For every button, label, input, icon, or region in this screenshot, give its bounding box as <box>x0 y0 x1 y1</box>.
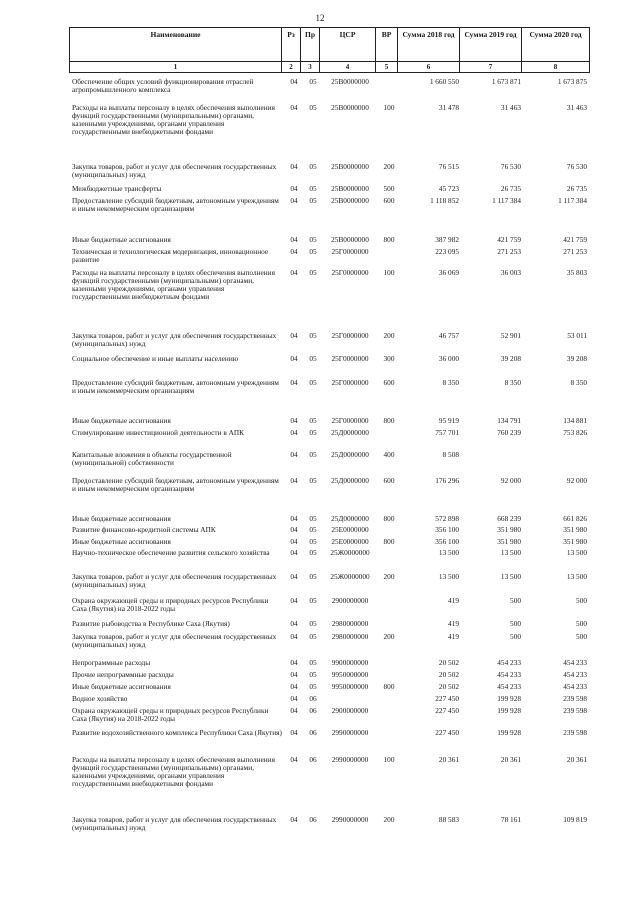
row-sum-2019: 26 735 <box>500 184 521 193</box>
row-pr: 05 <box>309 247 317 256</box>
row-sum-2019: 1 117 384 <box>492 196 521 205</box>
header-pr: Пр <box>301 28 320 62</box>
row-vr: 600 <box>383 378 395 387</box>
row-pr: 05 <box>309 235 317 244</box>
row-sum-2018: 20 502 <box>438 658 459 667</box>
row-rz: 04 <box>290 514 298 523</box>
row-sum-2020: 454 233 <box>563 670 587 679</box>
row-sum-2019: 92 000 <box>500 476 521 485</box>
row-sum-2020: 500 <box>576 632 587 641</box>
row-pr: 05 <box>309 103 317 112</box>
row-sum-2020: 351 980 <box>563 537 587 546</box>
row-sum-2019: 78 161 <box>500 815 521 824</box>
row-pr: 06 <box>309 694 317 703</box>
row-csr: 25В0000000 <box>331 103 369 112</box>
row-sum-2018: 8 350 <box>442 378 459 387</box>
row-rz: 04 <box>290 596 298 605</box>
row-rz: 04 <box>290 378 298 387</box>
row-vr: 600 <box>383 196 395 205</box>
row-rz: 04 <box>290 450 298 459</box>
row-csr: 25Г0000000 <box>331 247 369 256</box>
row-sum-2018: 31 478 <box>438 103 459 112</box>
row-name: Техническая и технологическая модернизация, инновационное развитие <box>72 247 269 265</box>
row-sum-2018: 387 982 <box>435 235 459 244</box>
row-sum-2019: 8 350 <box>504 378 521 387</box>
row-rz: 04 <box>290 184 298 193</box>
row-vr: 400 <box>383 450 395 459</box>
row-rz: 04 <box>290 548 298 557</box>
row-rz: 04 <box>290 632 298 641</box>
row-name: Закупка товаров, работ и услуг для обеспечения государственных (муниципальных) нужд <box>72 815 277 833</box>
row-rz: 04 <box>290 235 298 244</box>
row-name: Развитие финансово-кредитной системы АПК <box>72 525 216 534</box>
row-csr: 25Ж0000000 <box>330 572 370 581</box>
row-vr: 200 <box>383 162 395 171</box>
row-pr: 05 <box>309 619 317 628</box>
row-name: Развитие водохозяйственного комплекса Республики Саха (Якутия) <box>72 728 282 737</box>
row-pr: 05 <box>309 476 317 485</box>
row-name: Предоставление субсидий бюджетным, автономным учреждениям и иным некоммерческим организациям <box>72 378 279 396</box>
row-rz: 04 <box>290 268 298 277</box>
row-name: Закупка товаров, работ и услуг для обеспечения государственных (муниципальных) нужд <box>72 632 277 650</box>
page-number: 12 <box>315 13 325 23</box>
row-sum-2019: 76 530 <box>500 162 521 171</box>
row-pr: 05 <box>309 670 317 679</box>
row-sum-2019: 454 233 <box>497 682 521 691</box>
row-sum-2018: 45 723 <box>438 184 459 193</box>
header-csr: ЦСР <box>320 28 376 62</box>
header-num-8: 8 <box>522 62 590 73</box>
row-sum-2020: 500 <box>576 596 587 605</box>
row-rz: 04 <box>290 670 298 679</box>
header-num-5: 5 <box>376 62 398 73</box>
row-pr: 05 <box>309 77 317 86</box>
row-sum-2018: 20 361 <box>438 755 459 764</box>
row-name: Закупка товаров, работ и услуг для обеспечения государственных (муниципальных) нужд <box>72 162 277 180</box>
row-vr: 800 <box>383 416 395 425</box>
row-name: Иные бюджетные ассигнования <box>72 416 171 425</box>
row-rz: 04 <box>290 572 298 581</box>
header-num-1: 1 <box>70 62 282 73</box>
row-csr: 25В0000000 <box>331 235 369 244</box>
row-sum-2019: 20 361 <box>500 755 521 764</box>
row-vr: 200 <box>383 331 395 340</box>
row-sum-2019: 271 253 <box>497 247 521 256</box>
row-name: Охрана окружающей среды и природных ресурсов Республики Саха (Якутия) на 2018-2022 годы <box>72 596 269 614</box>
row-name: Расходы на выплаты персоналу в целях обеспечения выполнения функций государственными (муниципальными) органами, казенными учреждениями, органами управления государственными внебюджетными фондами <box>72 103 275 137</box>
row-sum-2018: 88 583 <box>438 815 459 824</box>
header-sum-2020: Сумма 2020 год <box>522 28 590 62</box>
row-rz: 04 <box>290 331 298 340</box>
row-pr: 05 <box>309 428 317 437</box>
row-name: Закупка товаров, работ и услуг для обеспечения государственных (муниципальных) нужд <box>72 572 277 590</box>
row-rz: 04 <box>290 428 298 437</box>
row-name: Непрограммные расходы <box>72 658 151 667</box>
row-sum-2019: 13 500 <box>500 572 521 581</box>
row-sum-2020: 239 598 <box>563 694 587 703</box>
row-sum-2018: 1 660 550 <box>429 77 459 86</box>
row-rz: 04 <box>290 706 298 715</box>
row-rz: 04 <box>290 537 298 546</box>
row-csr: 25Г0000000 <box>331 331 369 340</box>
row-vr: 100 <box>383 103 395 112</box>
row-sum-2020: 454 233 <box>563 658 587 667</box>
row-sum-2019: 134 791 <box>497 416 521 425</box>
row-csr: 25Д0000000 <box>331 476 369 485</box>
row-name: Иные бюджетные ассигнования <box>72 537 171 546</box>
row-rz: 04 <box>290 658 298 667</box>
row-sum-2020: 109 819 <box>563 815 587 824</box>
row-csr: 9950000000 <box>331 670 369 679</box>
row-pr: 06 <box>309 728 317 737</box>
row-pr: 05 <box>309 268 317 277</box>
row-sum-2020: 500 <box>576 619 587 628</box>
row-sum-2018: 76 515 <box>438 162 459 171</box>
row-sum-2018: 13 500 <box>438 572 459 581</box>
row-sum-2018: 227 450 <box>435 728 459 737</box>
row-pr: 05 <box>309 632 317 641</box>
row-rz: 04 <box>290 682 298 691</box>
row-pr: 05 <box>309 548 317 557</box>
row-csr: 2990000000 <box>331 728 369 737</box>
row-vr: 100 <box>383 268 395 277</box>
row-pr: 05 <box>309 682 317 691</box>
row-vr: 100 <box>383 755 395 764</box>
row-sum-2018: 227 450 <box>435 706 459 715</box>
table-header <box>69 27 590 73</box>
row-rz: 04 <box>290 525 298 534</box>
row-name: Иные бюджетные ассигнования <box>72 235 171 244</box>
row-sum-2020: 92 000 <box>566 476 587 485</box>
row-sum-2019: 39 208 <box>500 354 521 363</box>
row-sum-2018: 419 <box>448 596 459 605</box>
row-csr: 25Г0000000 <box>331 378 369 387</box>
row-name: Научно-техническое обеспечение развития сельского хозяйства <box>72 548 270 557</box>
row-rz: 04 <box>290 619 298 628</box>
row-csr: 25Г0000000 <box>331 268 369 277</box>
header-rz: Рз <box>282 28 301 62</box>
row-pr: 05 <box>309 525 317 534</box>
row-sum-2020: 76 530 <box>566 162 587 171</box>
row-sum-2019: 500 <box>510 619 521 628</box>
row-rz: 04 <box>290 162 298 171</box>
row-sum-2020: 134 881 <box>563 416 587 425</box>
row-sum-2020: 13 500 <box>566 548 587 557</box>
row-rz: 04 <box>290 755 298 764</box>
row-csr: 2900000000 <box>331 706 369 715</box>
row-sum-2019: 52 901 <box>500 331 521 340</box>
row-sum-2020: 1 117 384 <box>558 196 587 205</box>
row-sum-2020: 421 759 <box>563 235 587 244</box>
row-sum-2020: 239 598 <box>563 706 587 715</box>
row-pr: 05 <box>309 537 317 546</box>
row-csr: 9950000000 <box>331 682 369 691</box>
row-pr: 05 <box>309 331 317 340</box>
row-vr: 800 <box>383 235 395 244</box>
row-sum-2019: 199 928 <box>497 706 521 715</box>
row-sum-2019: 500 <box>510 596 521 605</box>
header-num-3: 3 <box>301 62 320 73</box>
row-pr: 05 <box>309 596 317 605</box>
row-name: Расходы на выплаты персоналу в целях обеспечения выполнения функций государственными (муниципальными) органами, казенными учреждениями, органами управления государственными внебюджетными фондами <box>72 755 275 789</box>
row-sum-2020: 1 673 875 <box>557 77 587 86</box>
row-sum-2020: 454 233 <box>563 682 587 691</box>
row-sum-2019: 351 980 <box>497 525 521 534</box>
row-sum-2018: 419 <box>448 619 459 628</box>
row-vr: 300 <box>383 354 395 363</box>
row-sum-2020: 26 735 <box>566 184 587 193</box>
row-sum-2019: 668 239 <box>497 514 521 523</box>
row-name: Иные бюджетные ассигнования <box>72 682 171 691</box>
row-sum-2019: 500 <box>510 632 521 641</box>
row-csr: 25Г0000000 <box>331 354 369 363</box>
row-name: Социальное обеспечение и иные выплаты населению <box>72 354 239 363</box>
row-vr: 600 <box>383 476 395 485</box>
header-sum-2018: Сумма 2018 год <box>398 28 460 62</box>
row-sum-2018: 95 919 <box>438 416 459 425</box>
row-pr: 05 <box>309 378 317 387</box>
row-sum-2018: 36 000 <box>438 354 459 363</box>
row-sum-2018: 419 <box>448 632 459 641</box>
header-num-2: 2 <box>282 62 301 73</box>
row-csr: 25В0000000 <box>331 77 369 86</box>
row-sum-2019: 454 233 <box>497 658 521 667</box>
row-sum-2019: 351 980 <box>497 537 521 546</box>
row-sum-2018: 356 100 <box>435 537 459 546</box>
row-csr: 2990000000 <box>331 815 369 824</box>
row-csr: 25В0000000 <box>331 184 369 193</box>
row-sum-2020: 39 208 <box>566 354 587 363</box>
row-sum-2020: 13 500 <box>566 572 587 581</box>
row-rz: 04 <box>290 728 298 737</box>
row-sum-2018: 20 502 <box>438 670 459 679</box>
row-csr: 2990000000 <box>331 755 369 764</box>
row-sum-2019: 1 673 871 <box>491 77 521 86</box>
row-name: Обеспечение общих условий функционирования отраслей агропромышленного комплекса <box>72 77 254 95</box>
row-name: Предоставление субсидий бюджетным, автономным учреждениям и иным некоммерческим организациям <box>72 476 279 494</box>
row-rz: 04 <box>290 196 298 205</box>
row-name: Стимулирование инвестиционной деятельности в АПК <box>72 428 244 437</box>
row-sum-2020: 20 361 <box>566 755 587 764</box>
row-csr: 25Е0000000 <box>331 525 369 534</box>
row-pr: 05 <box>309 354 317 363</box>
row-sum-2020: 271 253 <box>563 247 587 256</box>
row-name: Капитальные вложения в объекты государственной (муниципальной) собственности <box>72 450 232 468</box>
row-vr: 200 <box>383 815 395 824</box>
row-csr: 25Г0000000 <box>331 416 369 425</box>
row-pr: 05 <box>309 196 317 205</box>
row-vr: 500 <box>383 184 395 193</box>
row-csr: 25Д0000000 <box>331 428 369 437</box>
row-sum-2018: 356 100 <box>435 525 459 534</box>
row-rz: 04 <box>290 103 298 112</box>
row-csr: 2980000000 <box>331 632 369 641</box>
header-num-4: 4 <box>320 62 376 73</box>
row-csr: 9900000000 <box>331 658 369 667</box>
row-csr: 25Д0000000 <box>331 450 369 459</box>
row-sum-2019: 13 500 <box>500 548 521 557</box>
row-sum-2019: 760 239 <box>497 428 521 437</box>
row-pr: 05 <box>309 184 317 193</box>
row-name: Предоставление субсидий бюджетным, автономным учреждениям и иным некоммерческим организациям <box>72 196 279 214</box>
row-sum-2020: 239 598 <box>563 728 587 737</box>
row-csr: 2900000000 <box>331 596 369 605</box>
row-sum-2020: 53 011 <box>567 331 587 340</box>
row-sum-2018: 176 296 <box>435 476 459 485</box>
row-sum-2018: 227 450 <box>435 694 459 703</box>
row-sum-2018: 1 118 852 <box>430 196 459 205</box>
row-csr: 25Д0000000 <box>331 514 369 523</box>
row-rz: 04 <box>290 77 298 86</box>
row-sum-2018: 8 508 <box>442 450 459 459</box>
header-num-7: 7 <box>460 62 522 73</box>
row-vr: 200 <box>383 632 395 641</box>
row-name: Расходы на выплаты персоналу в целях обеспечения выполнения функций государственными (муниципальными) органами, казенными учреждениями, органами управления государственными внебюджетным фондами <box>72 268 275 302</box>
row-sum-2018: 20 502 <box>438 682 459 691</box>
row-sum-2019: 199 928 <box>497 728 521 737</box>
row-sum-2020: 31 463 <box>566 103 587 112</box>
row-sum-2018: 13 500 <box>438 548 459 557</box>
row-sum-2020: 661 826 <box>563 514 587 523</box>
row-csr: 2980000000 <box>331 619 369 628</box>
row-sum-2019: 454 233 <box>497 670 521 679</box>
row-csr: 25Е0000000 <box>331 537 369 546</box>
row-name: Закупка товаров, работ и услуг для обеспечения государственных (муниципальных) нужд <box>72 331 277 349</box>
row-pr: 05 <box>309 450 317 459</box>
row-sum-2019: 31 463 <box>500 103 521 112</box>
row-name: Иные бюджетные ассигнования <box>72 514 171 523</box>
row-sum-2020: 8 350 <box>570 378 587 387</box>
row-name: Развитие рыбоводства в Республике Саха (Якутия) <box>72 619 230 628</box>
row-rz: 04 <box>290 354 298 363</box>
header-sum-2019: Сумма 2019 год <box>460 28 522 62</box>
row-vr: 800 <box>383 682 395 691</box>
row-name: Водное хозяйство <box>72 694 128 703</box>
row-sum-2018: 223 095 <box>435 247 459 256</box>
row-name: Межбюджетные трансферты <box>72 184 162 193</box>
header-vr: ВР <box>376 28 398 62</box>
row-sum-2018: 757 701 <box>435 428 459 437</box>
row-sum-2018: 572 898 <box>435 514 459 523</box>
row-sum-2019: 421 759 <box>497 235 521 244</box>
row-pr: 05 <box>309 572 317 581</box>
row-pr: 05 <box>309 416 317 425</box>
row-vr: 800 <box>383 537 395 546</box>
row-csr: 25В0000000 <box>331 196 369 205</box>
row-csr: 25Ж0000000 <box>330 548 370 557</box>
row-vr: 200 <box>383 572 395 581</box>
row-sum-2019: 36 003 <box>500 268 521 277</box>
row-rz: 04 <box>290 694 298 703</box>
row-rz: 04 <box>290 247 298 256</box>
row-pr: 06 <box>309 755 317 764</box>
row-sum-2020: 351 980 <box>563 525 587 534</box>
row-rz: 04 <box>290 476 298 485</box>
row-sum-2018: 36 069 <box>438 268 459 277</box>
row-name: Прочие непрограммные расходы <box>72 670 174 679</box>
row-name: Охрана окружающей среды и природных ресурсов Республики Саха (Якутия) на 2018-2022 годы <box>72 706 269 724</box>
row-pr: 05 <box>309 658 317 667</box>
row-pr: 06 <box>309 815 317 824</box>
row-vr: 800 <box>383 514 395 523</box>
row-rz: 04 <box>290 416 298 425</box>
row-rz: 04 <box>290 815 298 824</box>
row-pr: 06 <box>309 706 317 715</box>
row-pr: 05 <box>309 162 317 171</box>
header-num-6: 6 <box>398 62 460 73</box>
row-sum-2019: 199 928 <box>497 694 521 703</box>
row-sum-2020: 35 803 <box>566 268 587 277</box>
row-sum-2020: 753 826 <box>563 428 587 437</box>
row-sum-2018: 46 757 <box>438 331 459 340</box>
row-pr: 05 <box>309 514 317 523</box>
row-csr: 25В0000000 <box>331 162 369 171</box>
header-name: Наименование <box>70 28 282 62</box>
